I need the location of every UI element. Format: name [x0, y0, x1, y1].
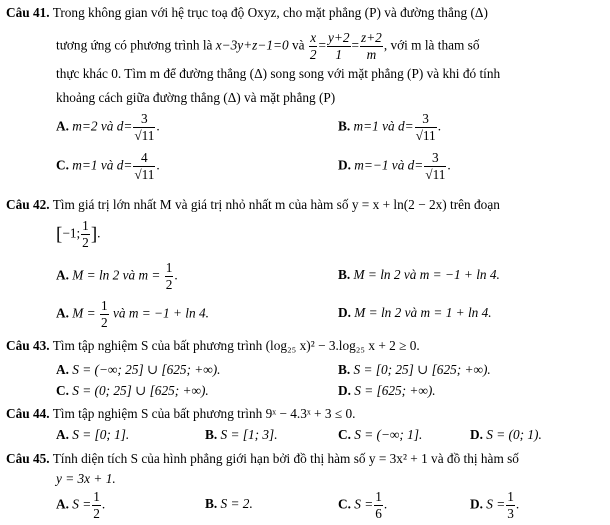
q45-line1	[6, 452, 519, 465]
q41-frac-x: $\frac{x}{2}$	[309, 30, 317, 62]
q41-stem-2b: và	[291, 37, 305, 53]
q44-line1	[6, 407, 355, 420]
q45-option-a[interactable]: A. S = $\frac{1}{2}$ .	[56, 489, 106, 521]
q45-option-c[interactable]: C. S = $\frac{1}{6}$ .	[338, 489, 388, 521]
q42-stem: Tìm giá trị lớn nhất M và giá trị nhỏ nhất m của hàm số y = x + ln(2 − 2x) trên đoạn	[52, 197, 500, 212]
q43-option-d[interactable]: D. S = [625; +∞).	[338, 383, 436, 398]
q41-plane-eq: x−3y+z−1=0	[215, 37, 289, 53]
q45-line2: y = 3x + 1.	[56, 471, 116, 486]
q41-line3: thực khác 0. Tìm m để đường thẳng (Δ) song song với mặt phẳng (P) và khi đó tính	[56, 66, 501, 81]
q42-option-a[interactable]: A. M = ln 2 và m = $\frac{1}{2}$ .	[56, 260, 178, 292]
q41-d-frac: $\frac{3}{√11}$	[425, 150, 446, 182]
q42-option-b[interactable]: B. M = ln 2 và m = −1 + ln 4.	[338, 267, 500, 282]
q41-stem-2c: , với m là tham số	[383, 37, 480, 53]
q42-option-c[interactable]: A. M = $\frac{1}{2}$ và m = −1 + ln 4.	[56, 298, 209, 330]
q41-a-frac: $\frac{3}{√11}$	[134, 111, 155, 143]
q42-interval: [−1; $\frac{1}{2}$ ].	[56, 218, 101, 250]
q44-stem: Tìm tập nghiệm S của bất phương trình 9ˣ − 4.3ˣ + 3 ≤ 0.	[52, 406, 356, 421]
q42-number: Câu 42.	[6, 197, 50, 212]
q44-option-b[interactable]: B. S = [1; 3].	[205, 427, 278, 442]
q41-c-frac: $\frac{4}{√11}$	[134, 150, 155, 182]
q44-option-a[interactable]: A. S = [0; 1].	[56, 427, 130, 442]
q41-stem-1: Trong không gian với hệ trục toạ độ Oxyz, cho mặt phẳng (P) và đường thẳng (Δ)	[52, 5, 488, 20]
q43-option-c[interactable]: C. S = (0; 25] ∪ [625; +∞).	[56, 383, 209, 398]
q41-option-b[interactable]: B. m=1 và d= $\frac{3}{√11}$ .	[338, 111, 442, 143]
q41-number: Câu 41.	[6, 5, 50, 20]
q43-line1	[6, 339, 420, 352]
q41-option-a[interactable]: A. m=2 và d= $\frac{3}{√11}$ .	[56, 111, 160, 143]
q41-line1	[6, 6, 488, 19]
q41-option-c[interactable]: C. m=1 và d= $\frac{4}{√11}$ .	[56, 150, 160, 182]
q43-number: Câu 43.	[6, 338, 50, 353]
q45-option-b[interactable]: B. S = 2.	[205, 496, 253, 511]
q41-line2: tương ứng có phương trình là x−3y+z−1=0 và $\frac{x}{2}$ = $\frac{y+2}{1}$ = $\frac{z+2}{m}$ , với m là tham số	[56, 30, 480, 62]
q44-option-d[interactable]: D. S = (0; 1).	[470, 427, 542, 442]
q43-stem: Tìm tập nghiệm S của bất phương trình (log₂₅ x)² − 3.log₂₅ x + 2 ≥ 0.	[52, 338, 420, 353]
q41-line4: khoảng cách giữa đường thẳng (Δ) và mặt phẳng (P)	[56, 90, 336, 105]
q42-line1	[6, 198, 500, 211]
q41-option-d[interactable]: D. m=−1 và d= $\frac{3}{√11}$ .	[338, 150, 451, 182]
q44-number: Câu 44.	[6, 406, 50, 421]
q45-number: Câu 45.	[6, 451, 50, 466]
q45-stem-1: Tính diện tích S của hình phẳng giới hạn bởi đồ thị hàm số y = 3x² + 1 và đồ thị hàm số	[52, 451, 519, 466]
q45-option-d[interactable]: D. S = $\frac{1}{3}$ .	[470, 489, 520, 521]
q43-option-a[interactable]: A. S = (−∞; 25] ∪ [625; +∞).	[56, 362, 221, 377]
q44-option-c[interactable]: C. S = (−∞; 1].	[338, 427, 423, 442]
q42-option-d[interactable]: D. M = ln 2 và m = 1 + ln 4.	[338, 305, 492, 320]
q41-frac-z: $\frac{z+2}{m}$	[361, 30, 382, 62]
q41-stem-2a: tương ứng có phương trình là	[56, 37, 213, 53]
q41-frac-y: $\frac{y+2}{1}$	[327, 30, 350, 62]
q41-b-frac: $\frac{3}{√11}$	[415, 111, 436, 143]
q43-option-b[interactable]: B. S = [0; 25] ∪ [625; +∞).	[338, 362, 491, 377]
